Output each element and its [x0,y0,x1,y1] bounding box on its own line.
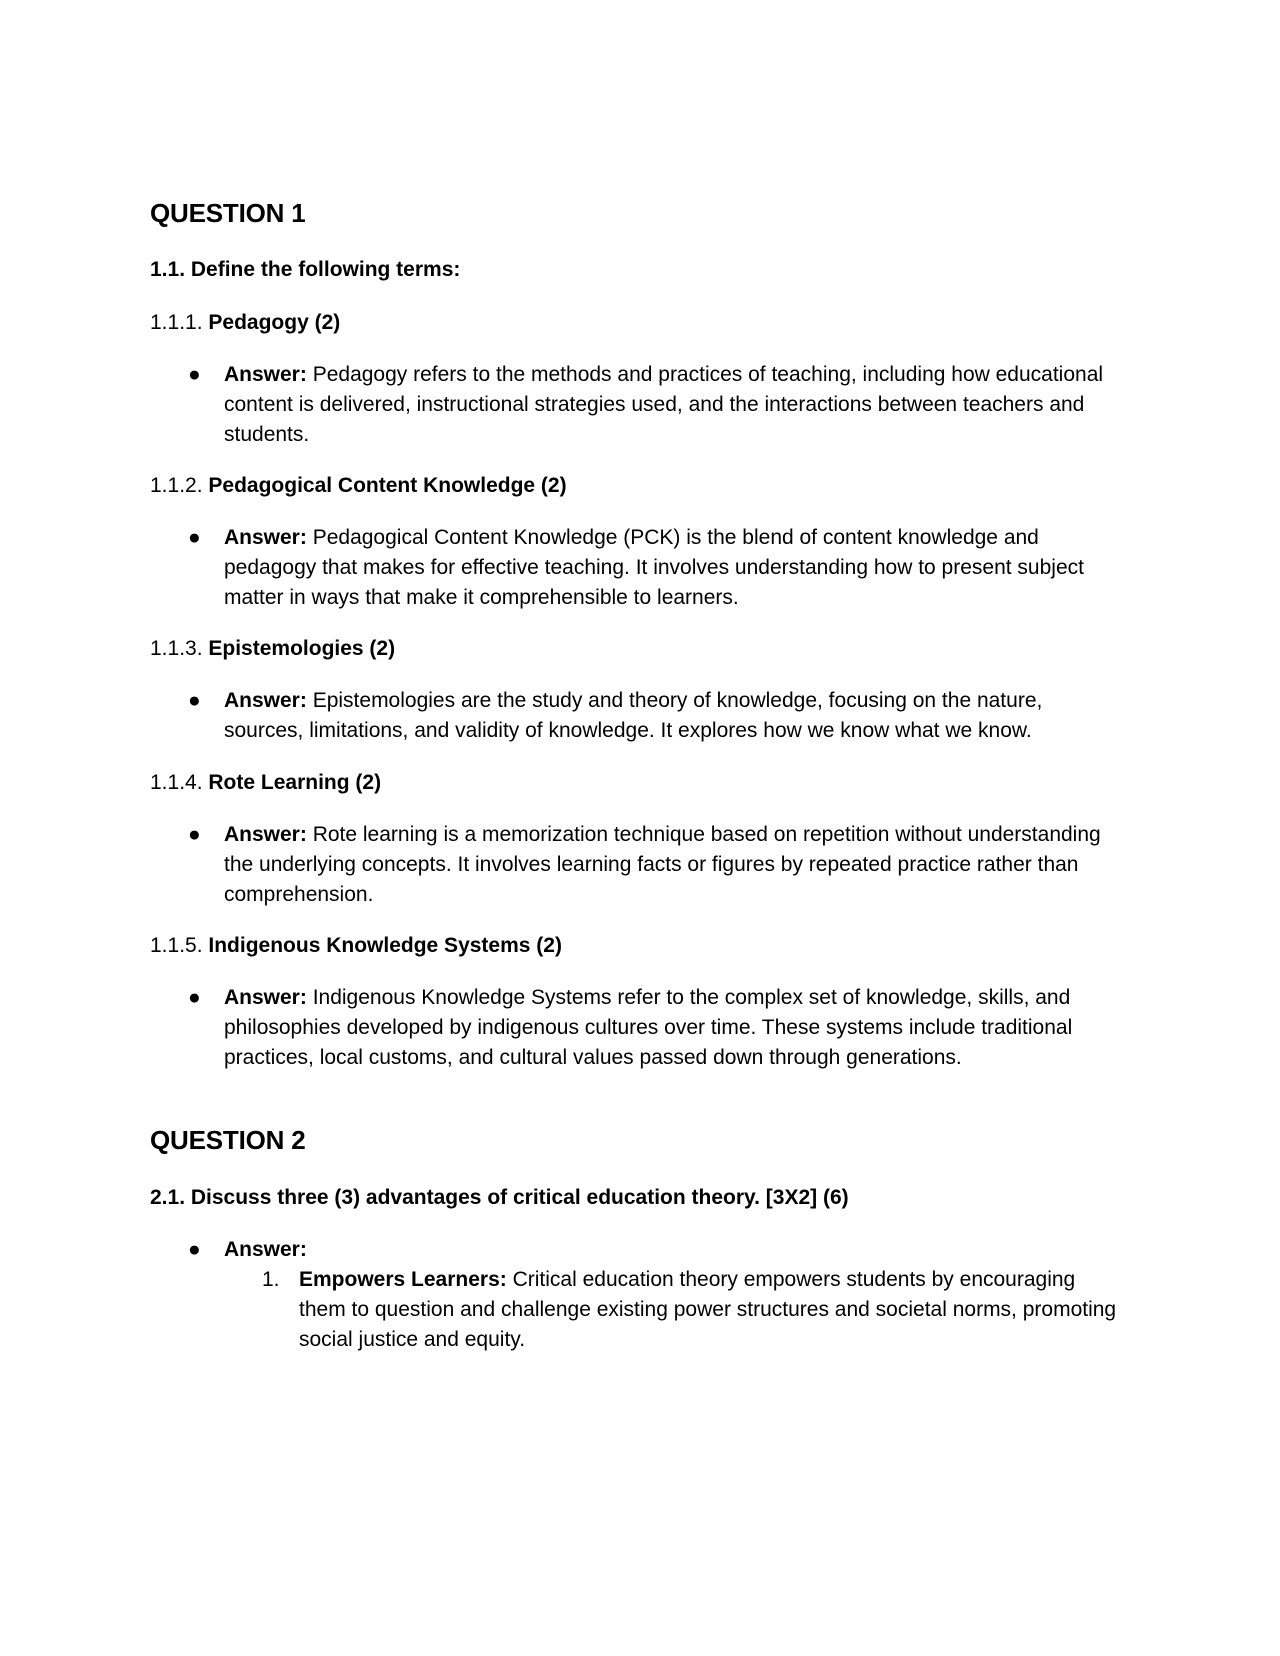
term-number: 1.1.5. [150,934,203,957]
term-title: Indigenous Knowledge Systems (2) [208,934,562,957]
term-title: Epistemologies (2) [208,637,396,660]
item-text: Critical education theory empowers students by encouraging them to question and challenge existing power structures and societal norms, promoting social justice and equity. [299,1268,1117,1351]
question-2-item-1 [299,1265,1119,1355]
answer-label: Answer: [224,363,307,386]
term-number: 1.1.2. [150,474,203,497]
term-1-1-2-answer [224,523,1124,613]
question-2-heading: QUESTION 2 [150,1125,306,1155]
bullet-icon: ● [188,526,201,549]
answer-label: Answer: [224,689,307,712]
term-1-1-1-answer [224,360,1124,450]
term-title: Pedagogy (2) [208,311,341,334]
list-number: 1. [262,1268,280,1291]
answer-label: Answer: [224,823,307,846]
answer-label: Answer: [224,986,307,1009]
term-number: 1.1.1. [150,311,203,334]
term-title: Pedagogical Content Knowledge (2) [208,474,567,497]
item-title: Empowers Learners: [299,1268,507,1291]
term-1-1-3-heading [150,637,395,661]
bullet-icon: ● [188,823,201,846]
term-number: 1.1.3. [150,637,203,660]
question-2-answer-label [224,1235,1124,1265]
question-1-heading: QUESTION 1 [150,198,306,228]
term-1-1-5-answer [224,983,1124,1073]
term-1-1-2-heading [150,474,567,498]
term-title: Rote Learning (2) [208,771,382,794]
bullet-icon: ● [188,986,201,1009]
bullet-icon: ● [188,363,201,386]
bullet-icon: ● [188,1238,201,1261]
answer-text: Pedagogy refers to the methods and practices of teaching, including how educational content is delivered, instructional strategies used, and the interactions between teachers and students. [224,363,1104,446]
answer-text: Epistemologies are the study and theory of knowledge, focusing on the nature, sources, limitations, and validity of knowledge. It explores how we know what we know. [224,689,1043,742]
term-1-1-5-heading [150,934,562,958]
term-1-1-3-answer [224,686,1124,746]
bullet-icon: ● [188,689,201,712]
answer-text: Pedagogical Content Knowledge (PCK) is the blend of content knowledge and pedagogy that makes for effective teaching. It involves understanding how to present subject matter in ways that make it comprehensible to learners. [224,526,1084,609]
answer-label: Answer: [224,526,307,549]
term-1-1-1-heading [150,311,340,335]
term-1-1-4-heading [150,771,381,795]
answer-label: Answer: [224,1238,307,1261]
term-1-1-4-answer [224,820,1124,910]
answer-text: Rote learning is a memorization technique based on repetition without understanding the underlying concepts. It involves learning facts or figures by repeated practice rather than comprehension. [224,823,1101,906]
question-2-1-subheading: 2.1. Discuss three (3) advantages of critical education theory. [3X2] (6) [150,1186,849,1209]
answer-text: Indigenous Knowledge Systems refer to the complex set of knowledge, skills, and philosophies developed by indigenous cultures over time. These systems include traditional practices, local customs, and cultural values passed down through generations. [224,986,1073,1069]
term-number: 1.1.4. [150,771,203,794]
question-1-1-subheading: 1.1. Define the following terms: [150,258,461,281]
